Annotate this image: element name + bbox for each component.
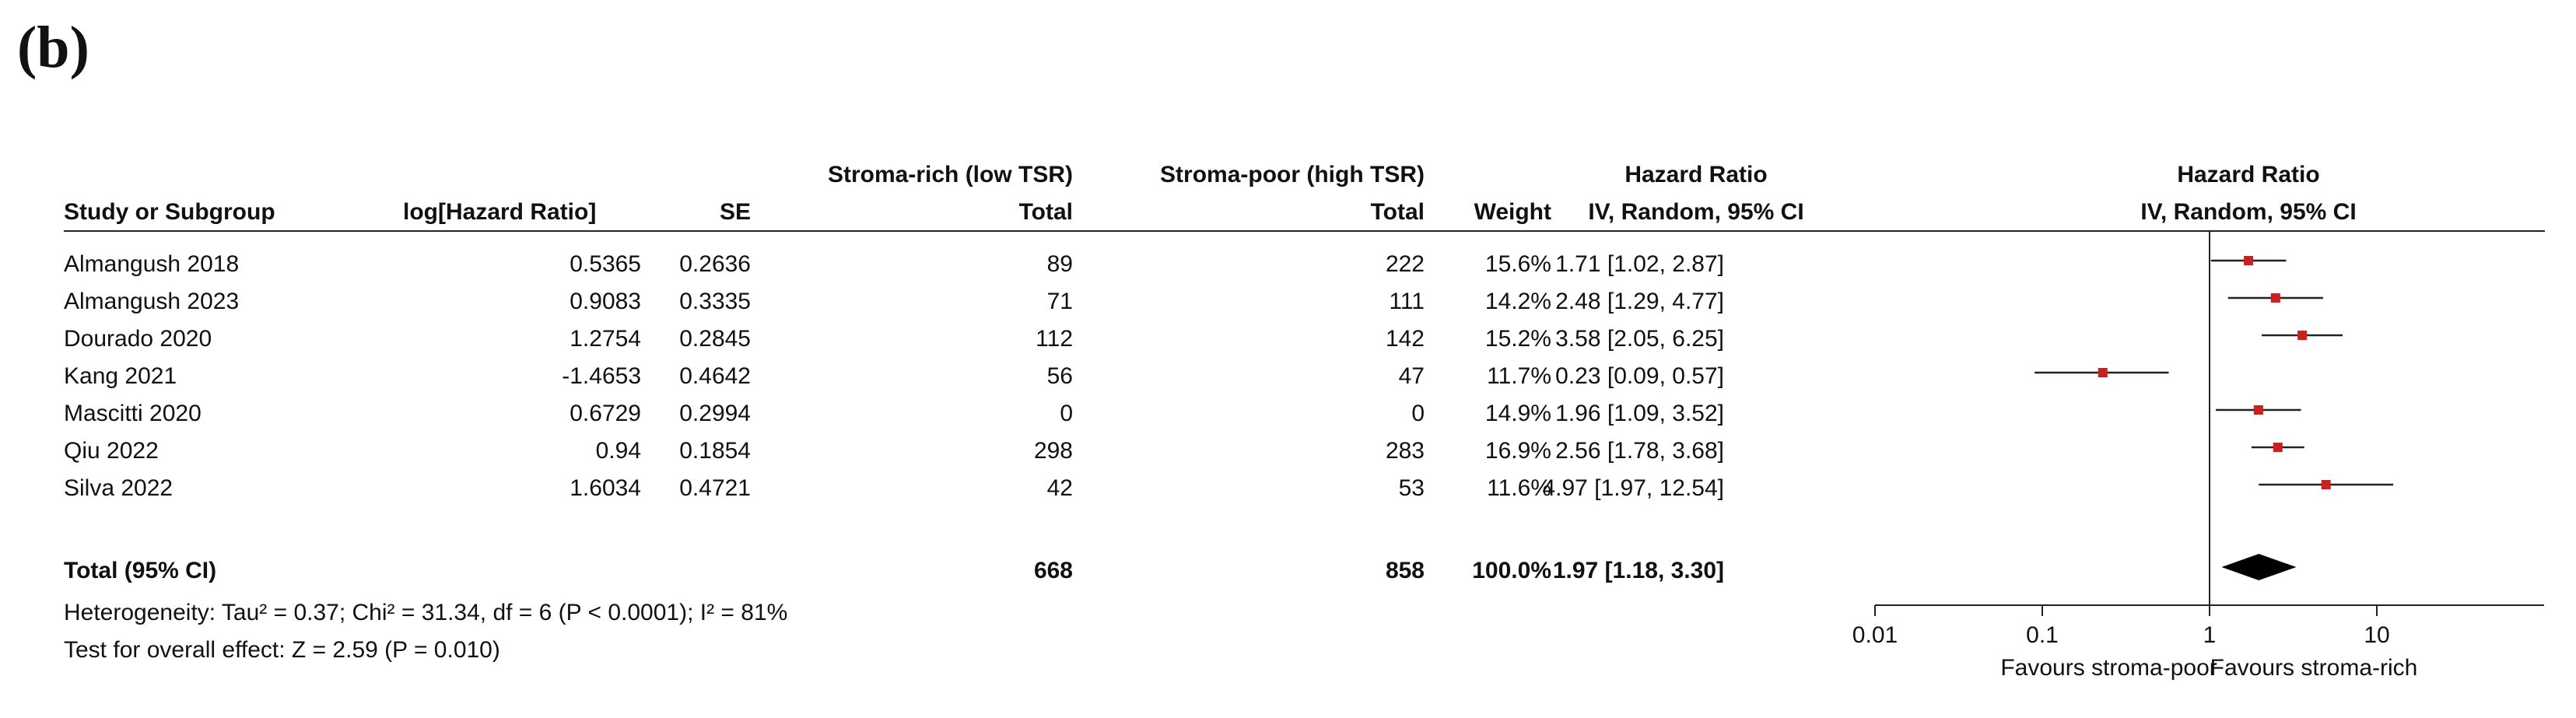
ci-text: 2.48 [1.29, 4.77]: [1555, 289, 1724, 314]
ci-text: 1.96 [1.09, 3.52]: [1555, 401, 1724, 426]
n-rich-value: 71: [1046, 289, 1073, 314]
loghr-value: 1.2754: [570, 326, 641, 352]
n-poor-value: 111: [1389, 289, 1425, 314]
group-right-header: Stroma-poor (high TSR): [1160, 162, 1425, 187]
total-right-header: Total: [1370, 199, 1425, 225]
weight-value: 14.2%: [1484, 289, 1551, 314]
ci-text: 1.71 [1.02, 2.87]: [1555, 251, 1724, 277]
se-value: 0.4721: [679, 475, 751, 501]
n-poor-value: 222: [1385, 251, 1425, 277]
x-tick-label: 0.1: [2026, 622, 2059, 648]
total-label: Total (95% CI): [64, 558, 217, 583]
weight-value: 15.2%: [1484, 326, 1551, 352]
se-value: 0.3335: [679, 289, 751, 314]
weight-value: 16.9%: [1484, 438, 1551, 464]
method-header: IV, Random, 95% CI: [1588, 199, 1804, 225]
loghr-header: log[Hazard Ratio]: [403, 199, 597, 225]
study-name: Mascitti 2020: [64, 401, 202, 426]
loghr-value: 0.5365: [570, 251, 641, 277]
weight-value: 11.7%: [1487, 363, 1551, 389]
effect-square: [2322, 480, 2331, 489]
plot-method-header: IV, Random, 95% CI: [2140, 199, 2357, 225]
weight-value: 11.6%: [1487, 475, 1551, 501]
total-weight: 100.0%: [1472, 558, 1551, 583]
n-poor-value: 47: [1398, 363, 1425, 389]
se-value: 0.2636: [679, 251, 751, 277]
x-tick-label: 10: [2364, 622, 2390, 648]
total-n-poor: 858: [1385, 558, 1425, 583]
n-poor-value: 53: [1398, 475, 1425, 501]
loghr-value: 0.94: [595, 438, 641, 464]
effect-square: [2271, 293, 2280, 303]
effect-square: [2244, 256, 2253, 265]
loghr-value: 0.9083: [570, 289, 641, 314]
panel-label: (b): [17, 15, 89, 80]
overall-effect-note: Test for overall effect: Z = 2.59 (P = 0.010): [64, 637, 500, 663]
n-rich-value: 56: [1046, 363, 1073, 389]
ci-text: 3.58 [2.05, 6.25]: [1555, 326, 1724, 352]
weight-value: 15.6%: [1484, 251, 1551, 277]
group-left-header: Stroma-rich (low TSR): [827, 162, 1073, 187]
n-rich-value: 298: [1033, 438, 1073, 464]
se-value: 0.2845: [679, 326, 751, 352]
study-header: Study or Subgroup: [64, 199, 275, 225]
se-value: 0.2994: [679, 401, 751, 426]
pooled-diamond: [2221, 554, 2296, 580]
study-name: Almangush 2023: [64, 289, 240, 314]
weight-header: Weight: [1474, 199, 1551, 225]
plot-header-top: Hazard Ratio: [2177, 162, 2320, 187]
effect-square: [2297, 331, 2307, 340]
ci-text: 2.56 [1.78, 3.68]: [1555, 438, 1724, 464]
n-rich-value: 112: [1036, 326, 1073, 352]
se-header: SE: [719, 199, 751, 225]
loghr-value: 0.6729: [570, 401, 641, 426]
x-tick-label: 0.01: [1852, 622, 1898, 648]
n-poor-value: 283: [1385, 438, 1425, 464]
n-rich-value: 42: [1046, 475, 1073, 501]
n-poor-value: 0: [1411, 401, 1425, 426]
study-name: Almangush 2018: [64, 251, 240, 277]
total-left-header: Total: [1018, 199, 1073, 225]
heterogeneity-note: Heterogeneity: Tau² = 0.37; Chi² = 31.34, df = 6 (P < 0.0001); I² = 81%: [64, 600, 788, 625]
se-value: 0.4642: [679, 363, 751, 389]
ci-text: 4.97 [1.97, 12.54]: [1542, 475, 1724, 501]
n-poor-value: 142: [1385, 326, 1425, 352]
n-rich-value: 0: [1060, 401, 1073, 426]
study-name: Dourado 2020: [64, 326, 212, 352]
ci-text: 0.23 [0.09, 0.57]: [1555, 363, 1724, 389]
study-name: Kang 2021: [64, 363, 177, 389]
se-value: 0.1854: [679, 438, 751, 464]
loghr-value: -1.4653: [562, 363, 641, 389]
hr-header-top: Hazard Ratio: [1624, 162, 1768, 187]
favours-right-label: Favours stroma-rich: [2210, 655, 2418, 681]
loghr-value: 1.6034: [570, 475, 641, 501]
x-tick-label: 1: [2203, 622, 2217, 648]
effect-square: [2254, 405, 2263, 415]
total-n-rich: 668: [1033, 558, 1073, 583]
effect-square: [2098, 368, 2108, 377]
total-ci-text: 1.97 [1.18, 3.30]: [1552, 558, 1724, 583]
effect-square: [2273, 443, 2283, 452]
favours-left-label: Favours stroma-poor: [2000, 655, 2217, 681]
study-name: Silva 2022: [64, 475, 173, 501]
n-rich-value: 89: [1046, 251, 1073, 277]
study-name: Qiu 2022: [64, 438, 159, 464]
weight-value: 14.9%: [1484, 401, 1551, 426]
